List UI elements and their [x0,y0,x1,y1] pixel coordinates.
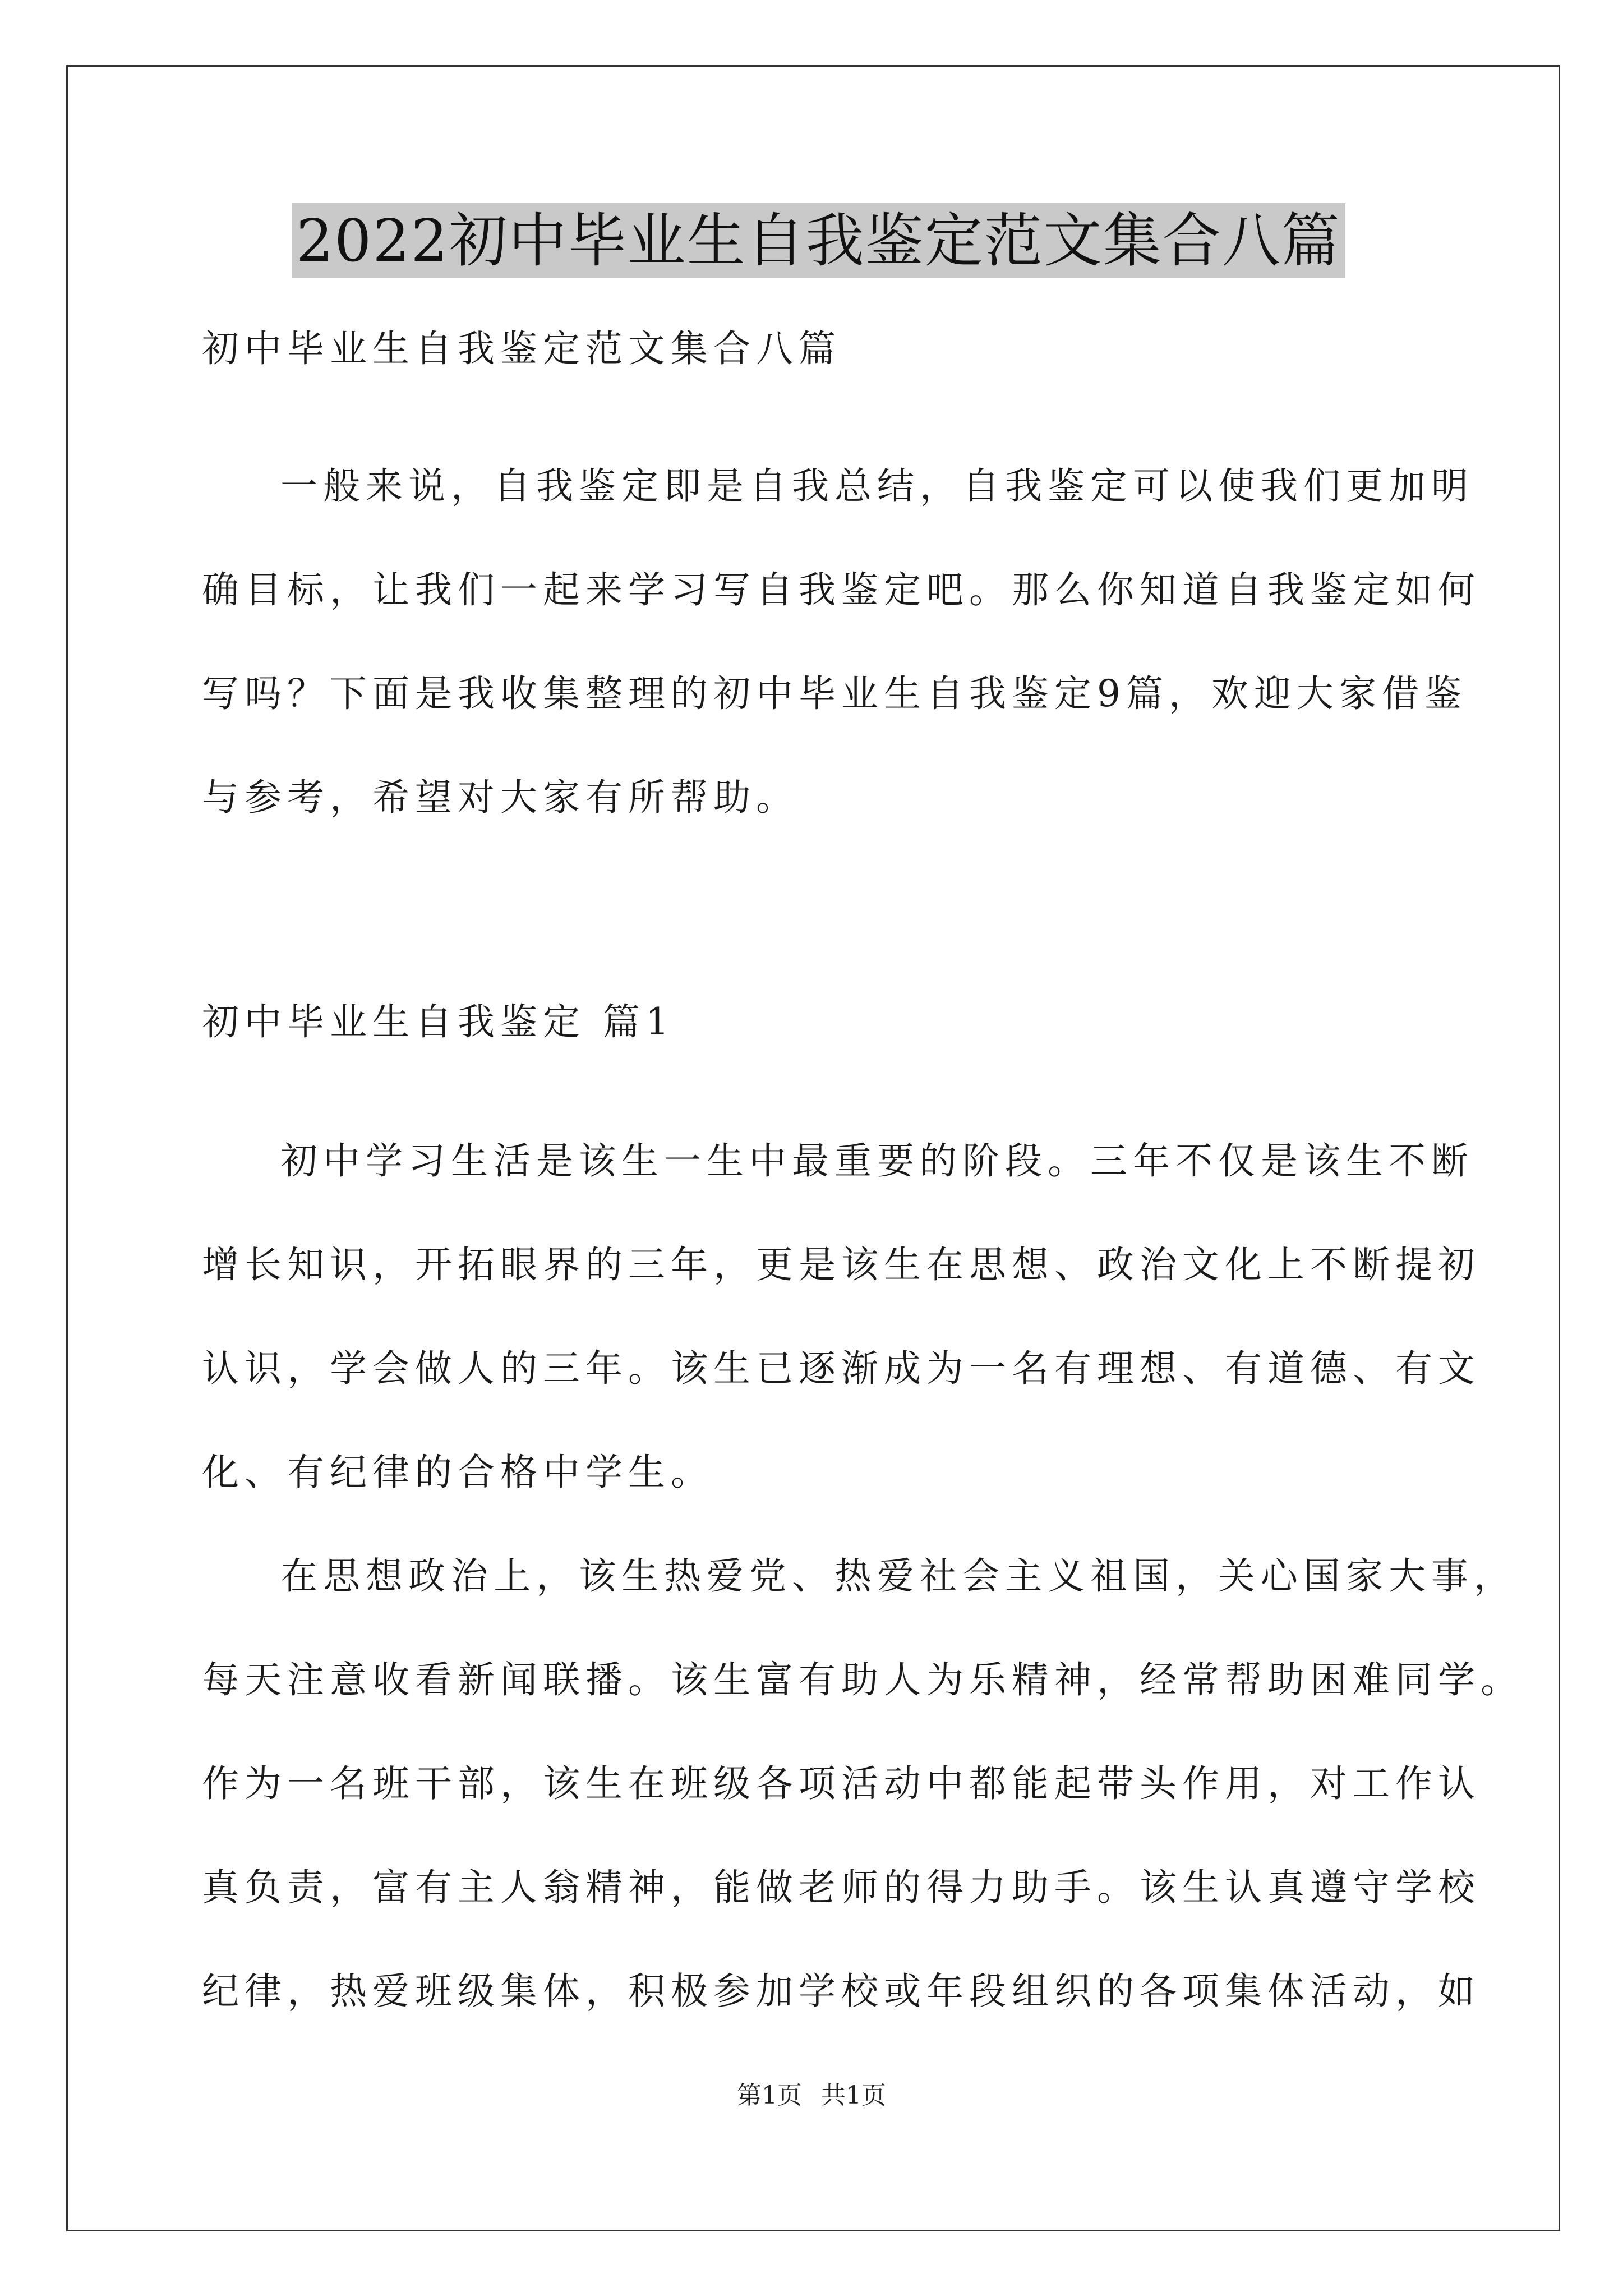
paragraph-1-line-3: 认识，学会做人的三年。该生已逐渐成为一名有理想、有道德、有文 [202,1347,1481,1390]
paragraph-2-line-3: 作为一名班干部，该生在班级各项活动中都能起带头作用，对工作认 [202,1762,1481,1805]
paragraph-2-line-1: 在思想政治上，该生热爱党、热爱社会主义祖国，关心国家大事， [280,1554,1516,1598]
intro-line-4: 与参考，希望对大家有所帮助。 [202,776,799,819]
page-number: 第1页 [737,2081,802,2110]
section-heading: 初中毕业生自我鉴定 篇1 [202,1000,675,1043]
document-subtitle: 初中毕业生自我鉴定范文集合八篇 [202,327,841,370]
paragraph-2-line-4: 真负责，富有主人翁精神，能做老师的得力助手。该生认真遵守学校 [202,1866,1481,1909]
page-footer [0,2079,1623,2113]
document-title: 2022初中毕业生自我鉴定范文集合八篇 [292,203,1345,278]
paragraph-1-line-4: 化、有纪律的合格中学生。 [202,1451,713,1494]
page-total: 共1页 [821,2081,886,2110]
paragraph-2-line-2: 每天注意收看新闻联播。该生富有助人为乐精神，经常帮助困难同学。 [202,1658,1523,1701]
paragraph-1-line-2: 增长知识，开拓眼界的三年，更是该生在思想、政治文化上不断提初 [202,1243,1481,1286]
intro-line-3: 写吗？下面是我收集整理的初中毕业生自我鉴定9篇，欢迎大家借鉴 [202,672,1467,715]
intro-line-2: 确目标，让我们一起来学习写自我鉴定吧。那么你知道自我鉴定如何 [202,568,1481,611]
intro-line-1: 一般来说，自我鉴定即是自我总结，自我鉴定可以使我们更加明 [280,464,1474,508]
paragraph-2-line-5: 纪律，热爱班级集体，积极参加学校或年段组织的各项集体活动，如 [202,1970,1481,2013]
paragraph-1-line-1: 初中学习生活是该生一生中最重要的阶段。三年不仅是该生不断 [280,1139,1474,1182]
